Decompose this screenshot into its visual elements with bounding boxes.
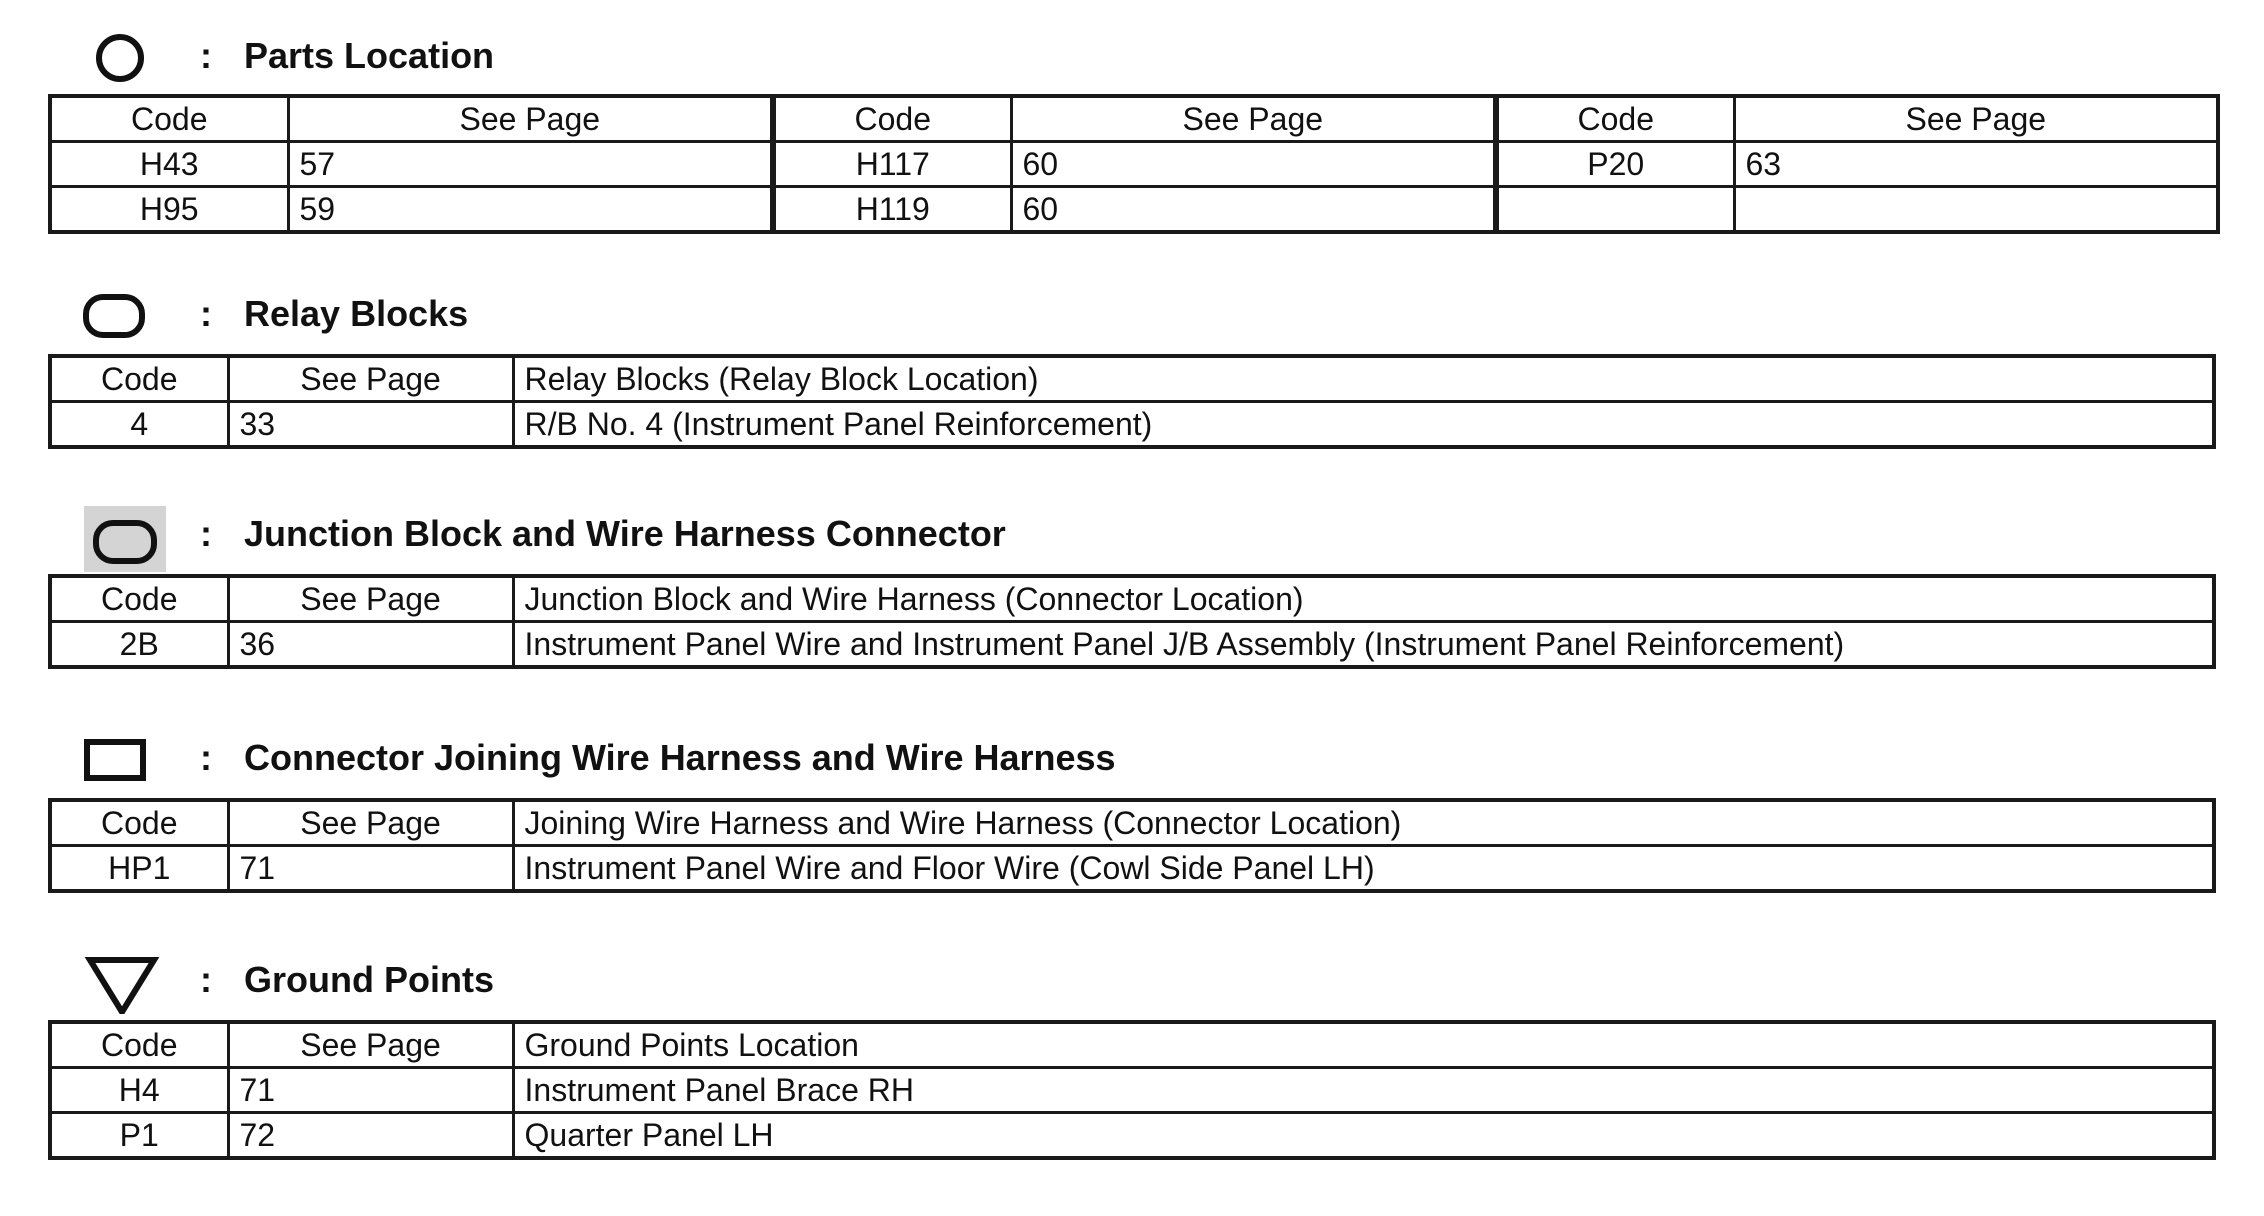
junction-block-table [48,574,2216,669]
junction-block-title: Junction Block and Wire Harness Connector [244,513,1006,554]
column-header-location: Relay Blocks (Relay Block Location) [513,356,2214,402]
code-cell: P1 [50,1113,228,1159]
page-cell: 36 [228,622,513,668]
code-cell: H4 [50,1068,228,1113]
circle-icon [48,28,178,88]
table-header-row [50,96,2218,142]
code-cell: P20 [1496,142,1734,187]
column-header-see-page: See Page [1011,96,1496,142]
table-row [50,622,2214,668]
column-header-code: Code [1496,96,1734,142]
page-cell: 63 [1734,142,2218,187]
page-cell: 72 [228,1113,513,1159]
table-row [50,1068,2214,1113]
shaded-rounded-rect-icon [48,500,178,572]
ground-points-table [48,1020,2216,1160]
connector-joining-title: Connector Joining Wire Harness and Wire Harness [244,737,1116,778]
junction-block-section [48,506,2216,669]
column-header-see-page: See Page [228,576,513,622]
column-header-location: Ground Points Location [513,1022,2214,1068]
column-header-see-page: See Page [228,356,513,402]
location-cell: Instrument Panel Wire and Instrument Panel J/B Assembly (Instrument Panel Reinforcement) [513,622,2214,668]
section-colon: : [200,293,212,334]
section-colon: : [200,35,212,76]
column-header-code: Code [50,356,228,402]
table-row [50,846,2214,892]
table-header-row [50,1022,2214,1068]
code-cell: H119 [773,187,1011,233]
page-cell: 59 [288,187,773,233]
column-header-code: Code [50,800,228,846]
section-colon: : [200,513,212,554]
page-cell: 57 [288,142,773,187]
rounded-rect-icon [48,286,178,346]
page-cell [1734,187,2218,233]
page-cell: 60 [1011,142,1496,187]
code-cell: HP1 [50,846,228,892]
code-cell: H117 [773,142,1011,187]
column-header-code: Code [50,1022,228,1068]
column-header-see-page: See Page [228,1022,513,1068]
connector-joining-header [48,730,2216,790]
column-header-code: Code [773,96,1011,142]
table-header-row [50,800,2214,846]
column-header-location: Junction Block and Wire Harness (Connector Location) [513,576,2214,622]
parts-location-title: Parts Location [244,35,495,76]
triangle-icon [48,950,178,1014]
code-cell: 4 [50,402,228,448]
table-row [50,142,2218,187]
rectangle-icon [48,730,178,790]
location-cell: Instrument Panel Wire and Floor Wire (Cowl Side Panel LH) [513,846,2214,892]
section-colon: : [200,737,212,778]
table-header-row [50,356,2214,402]
column-header-see-page: See Page [288,96,773,142]
code-cell: 2B [50,622,228,668]
table-header-row [50,576,2214,622]
relay-blocks-table [48,354,2216,449]
table-row [50,402,2214,448]
page-cell: 33 [228,402,513,448]
parts-location-section [48,28,2216,234]
code-cell: H95 [50,187,288,233]
location-cell: Quarter Panel LH [513,1113,2214,1159]
ground-points-section [48,952,2216,1160]
code-cell: H43 [50,142,288,187]
column-header-code: Code [50,96,288,142]
connector-joining-table [48,798,2216,893]
page-cell: 71 [228,1068,513,1113]
table-row [50,187,2218,233]
parts-location-table [48,94,2220,234]
page-cell: 71 [228,846,513,892]
page-cell: 60 [1011,187,1496,233]
location-cell: Instrument Panel Brace RH [513,1068,2214,1113]
relay-blocks-header [48,286,2216,346]
column-header-code: Code [50,576,228,622]
column-header-location: Joining Wire Harness and Wire Harness (Connector Location) [513,800,2214,846]
location-cell: R/B No. 4 (Instrument Panel Reinforcement) [513,402,2214,448]
section-colon: : [200,959,212,1000]
relay-blocks-title: Relay Blocks [244,293,469,334]
junction-block-header [48,506,2216,566]
ground-points-title: Ground Points [244,959,494,1000]
column-header-see-page: See Page [228,800,513,846]
code-cell [1496,187,1734,233]
relay-blocks-section [48,286,2216,449]
parts-location-header [48,28,2216,88]
column-header-see-page: See Page [1734,96,2218,142]
ground-points-header [48,952,2216,1012]
connector-joining-section [48,730,2216,893]
table-row [50,1113,2214,1159]
